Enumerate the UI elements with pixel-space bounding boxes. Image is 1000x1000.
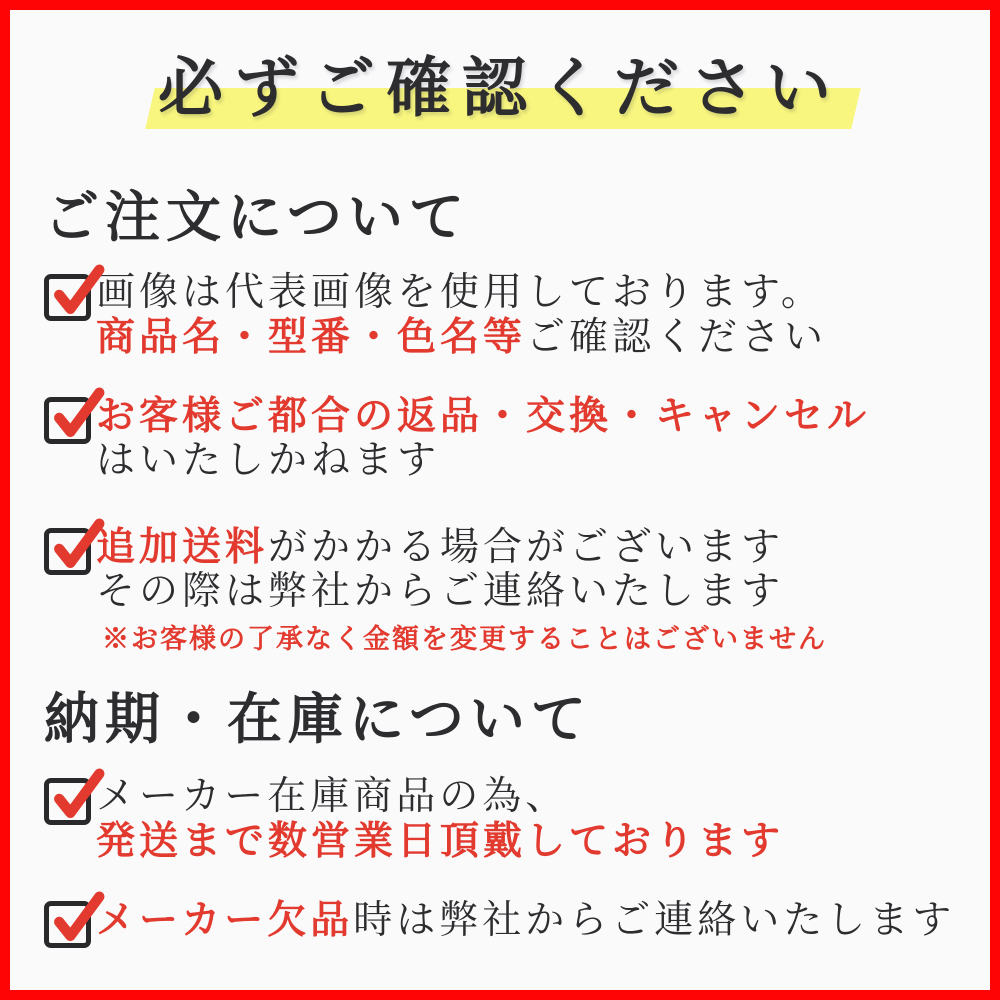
item-line	[96, 525, 827, 570]
checkbox-icon	[44, 274, 91, 321]
item-line	[96, 775, 784, 819]
section-heading-orders: ご注文について	[44, 184, 470, 249]
red-checkmark-icon	[48, 769, 104, 825]
item-text	[96, 271, 827, 360]
item-text-segment-red: メーカー欠品	[96, 896, 354, 943]
item-line	[96, 271, 827, 315]
item-line	[96, 394, 870, 439]
notice-content	[0, 184, 1000, 948]
item-line	[96, 898, 955, 943]
title-block	[0, 38, 1000, 138]
red-checkmark-icon	[48, 519, 104, 575]
item-line	[96, 819, 784, 864]
item-text-segment-red: お客様ご都合の返品・交換・キャンセル	[96, 392, 871, 439]
checkbox-icon	[44, 528, 91, 575]
item-line	[96, 315, 827, 360]
section-heading-stock: 納期・在庫について	[44, 685, 592, 751]
item-text-segment: がかかる場合がございます	[268, 524, 785, 570]
checkbox-icon	[44, 778, 91, 825]
checklist-item	[44, 525, 956, 656]
page-title: 必ずご確認ください	[157, 50, 842, 126]
checklist-item	[44, 898, 956, 948]
item-line	[96, 439, 870, 483]
item-text	[96, 525, 827, 656]
checklist-item	[44, 394, 956, 483]
item-text-segment: 時は弊社からご連絡いたします	[353, 897, 956, 943]
item-text	[96, 898, 955, 943]
item-text	[96, 394, 870, 483]
item-text-segment-red: 発送まで数営業日頂戴しております	[96, 817, 785, 864]
red-checkmark-icon	[48, 892, 104, 948]
checklist-item	[44, 775, 956, 864]
checkbox-icon	[44, 901, 91, 948]
item-text-segment: メーカー在庫商品の為、	[96, 773, 569, 819]
item-line	[96, 570, 827, 614]
checklist-item	[44, 271, 956, 360]
red-checkmark-icon	[48, 388, 104, 444]
item-text-segment: その際は弊社からご連絡いたします	[96, 568, 785, 614]
item-text-segment: はいたしかねます	[96, 437, 441, 483]
item-text-segment-red: 追加送料	[96, 523, 269, 570]
item-text-segment: ご確認ください	[526, 314, 828, 360]
item-text	[96, 775, 784, 864]
item-text-segment: 画像は代表画像を使用しております。	[96, 269, 824, 315]
checkbox-icon	[44, 397, 91, 444]
item-note: ※お客様の了承なく金額を変更することはございません	[102, 623, 827, 655]
item-text-segment-red: 商品名・型番・色名等	[96, 313, 527, 360]
red-checkmark-icon	[48, 265, 104, 321]
